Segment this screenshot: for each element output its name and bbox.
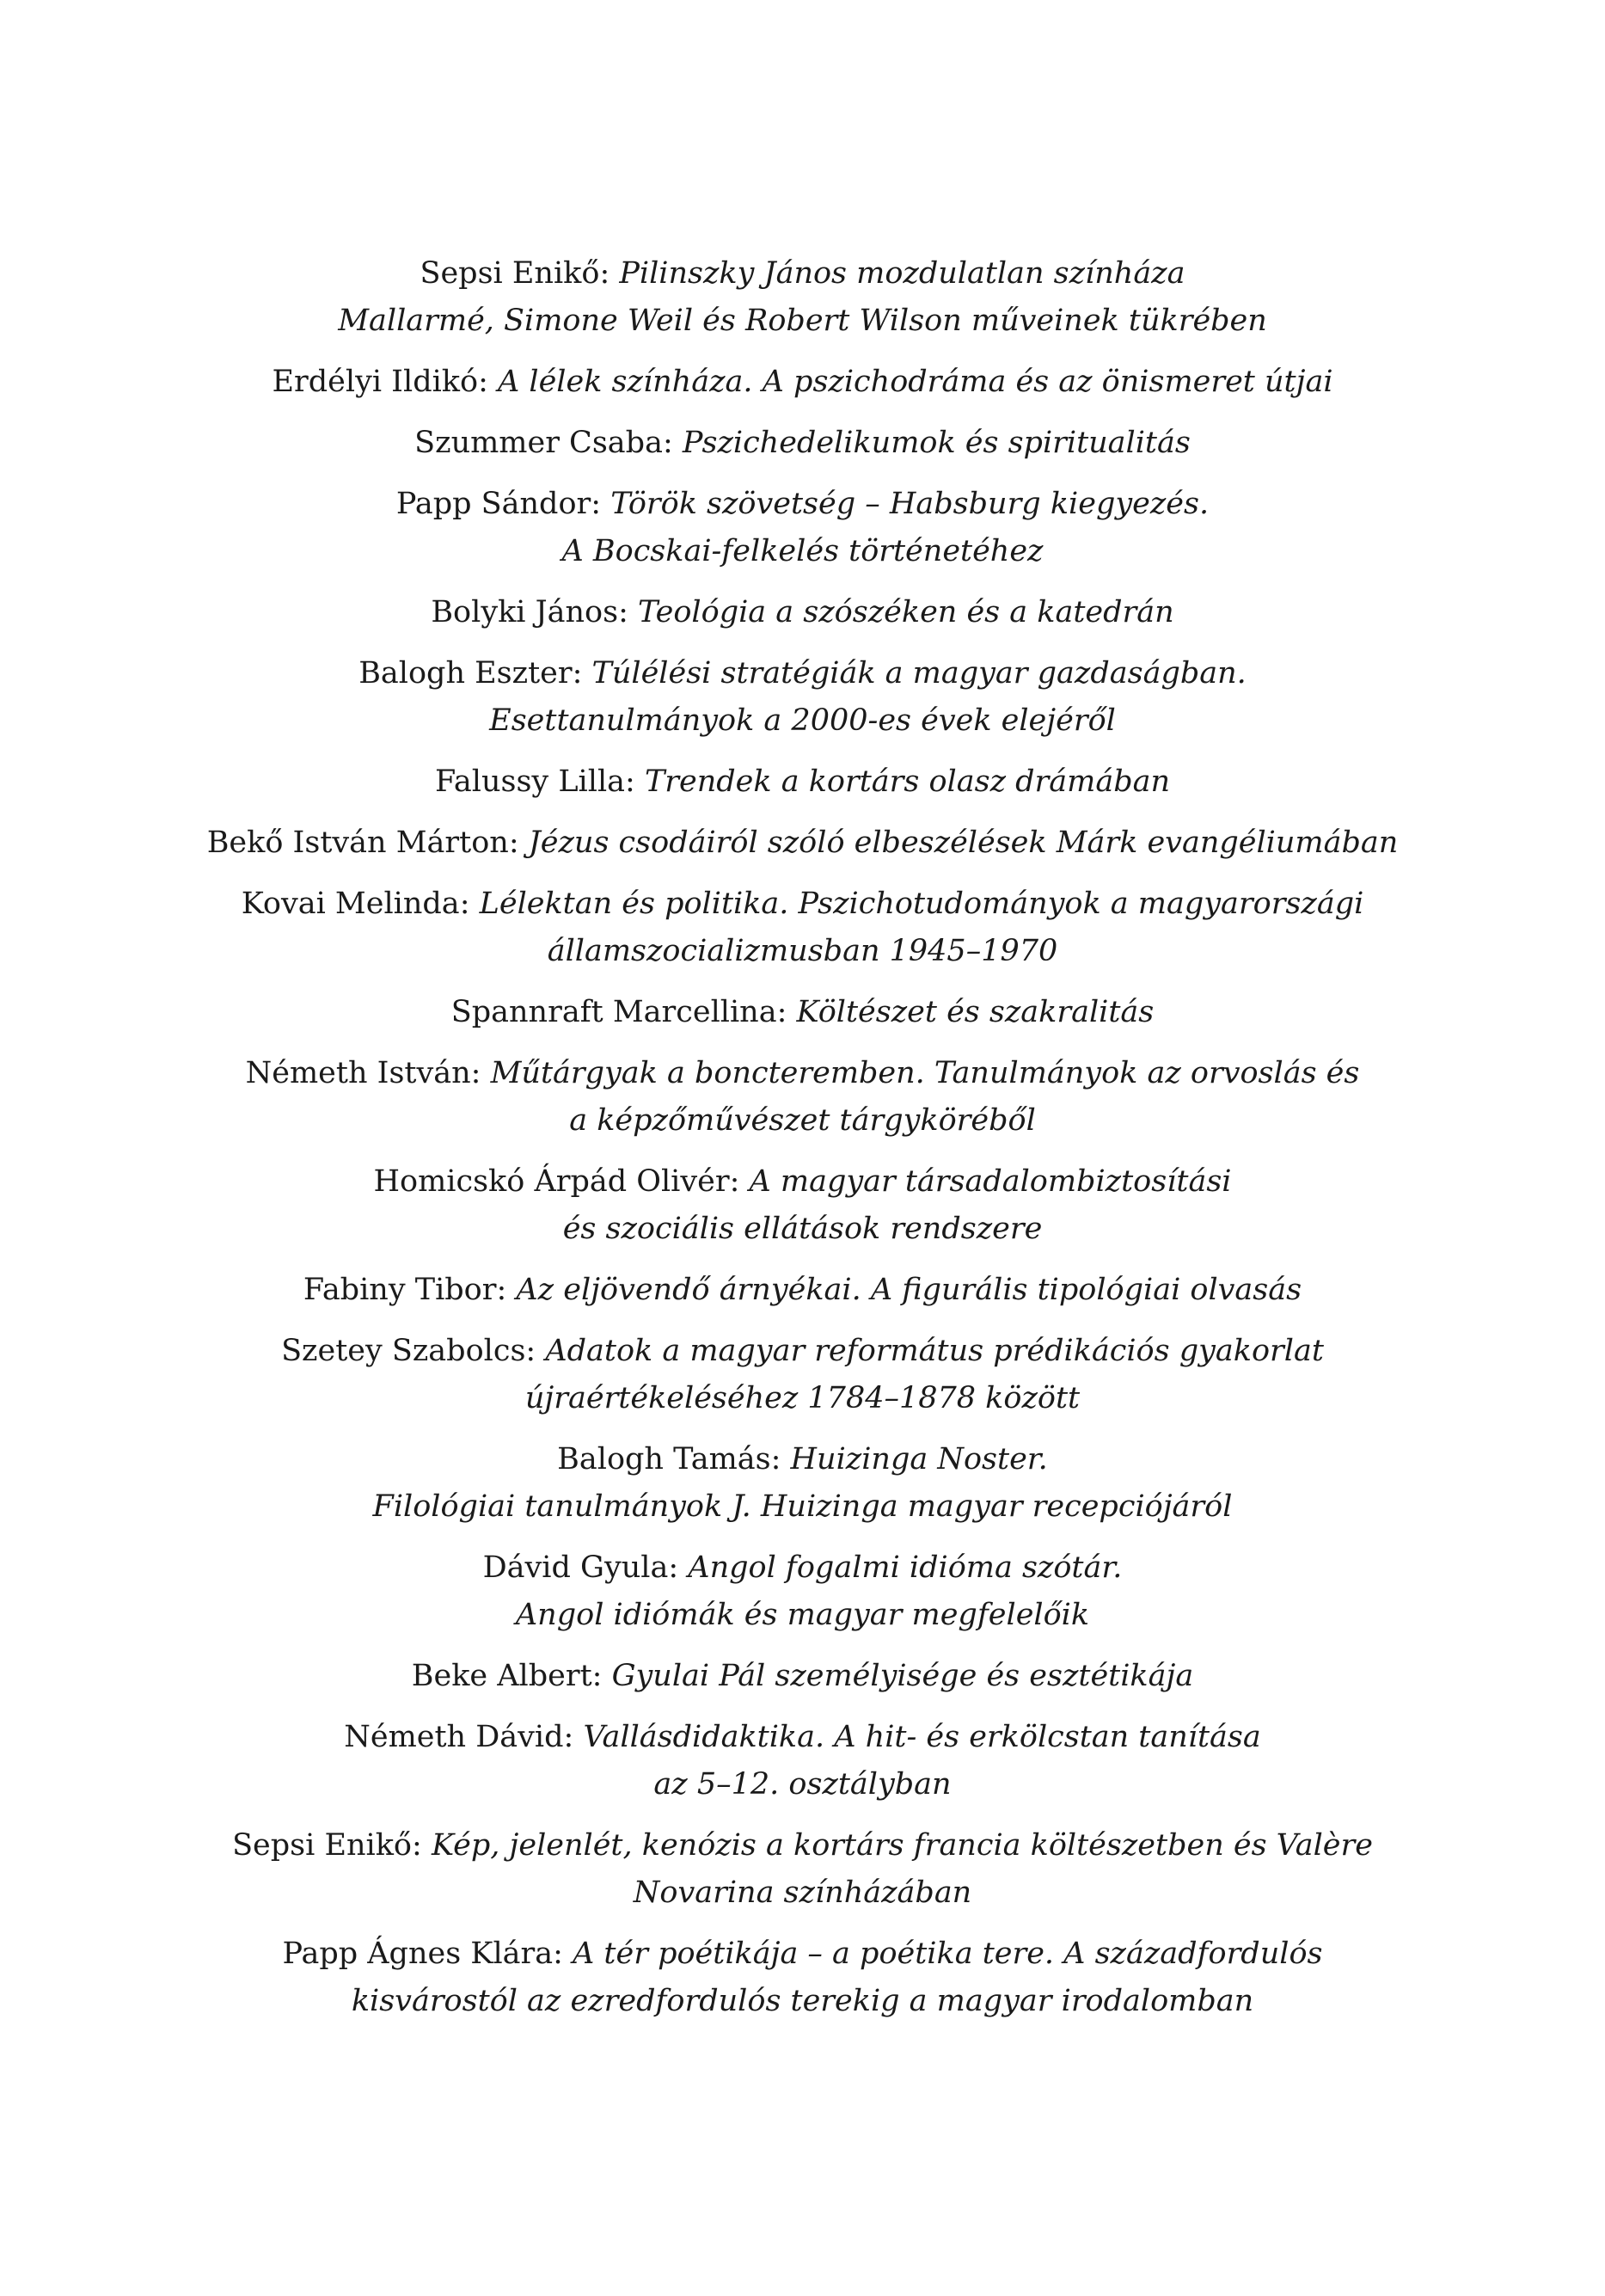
- author-separator: :: [591, 1659, 612, 1693]
- publication-entry: [0, 359, 1605, 406]
- entry-line: [0, 758, 1605, 806]
- publication-entry: [0, 1328, 1605, 1422]
- entry-line: [0, 1436, 1605, 1483]
- entry-line: [0, 1714, 1605, 1761]
- entry-line: [0, 1158, 1605, 1206]
- entry-line: [0, 820, 1605, 867]
- author-name: Szummer Csaba: [414, 426, 663, 460]
- entry-line: [0, 1822, 1605, 1869]
- author-name: Kovai Melinda: [241, 887, 460, 921]
- entry-line: [0, 481, 1605, 528]
- entry-line: [0, 1267, 1605, 1314]
- entry-line: [0, 1375, 1605, 1422]
- entry-line: [0, 881, 1605, 928]
- publication-entry: [0, 1931, 1605, 2025]
- publication-entry: [0, 881, 1605, 975]
- author-separator: :: [625, 764, 645, 799]
- entry-line: [0, 420, 1605, 467]
- publication-entry: [0, 1544, 1605, 1639]
- author-name: Dávid Gyula: [482, 1550, 669, 1585]
- book-title: a képzőművészet tárgyköréből: [569, 1103, 1036, 1138]
- book-title: A tér poétikája – a poétika tere. A századfordulós: [573, 1937, 1323, 1971]
- author-name: Homicskó Árpád Olivér: [373, 1164, 730, 1199]
- entry-line: [0, 1050, 1605, 1097]
- author-name: Spannraft Marcellina: [450, 995, 777, 1029]
- publication-entry: [0, 1822, 1605, 1917]
- book-title: és szociális ellátások rendszere: [562, 1212, 1043, 1246]
- publication-entry: [0, 1267, 1605, 1314]
- book-title: államszocializmusban 1945–1970: [547, 934, 1058, 968]
- author-separator: :: [618, 595, 639, 629]
- publication-entry: [0, 481, 1605, 575]
- book-title: Huizinga Noster.: [790, 1442, 1048, 1476]
- author-name: Falussy Lilla: [434, 764, 626, 799]
- author-separator: :: [563, 1720, 584, 1754]
- book-title: kisvárostól az ezredfordulós terekig a magyar irodalomban: [351, 1984, 1254, 2018]
- entry-line: [0, 1483, 1605, 1531]
- author-separator: :: [662, 426, 683, 460]
- book-title: az 5–12. osztályban: [653, 1767, 952, 1802]
- author-name: Szetey Szabolcs: [281, 1334, 526, 1368]
- entry-line: [0, 1978, 1605, 2025]
- book-title: Kép, jelenlét, kenózis a kortárs francia költészetben és Valère: [431, 1828, 1373, 1863]
- publication-entry: [0, 1436, 1605, 1531]
- entry-line: [0, 1761, 1605, 1808]
- author-name: Bolyki János: [431, 595, 619, 629]
- author-name: Erdélyi Ildikó: [272, 365, 479, 399]
- book-title: Költészet és szakralitás: [796, 995, 1155, 1029]
- author-name: Balogh Eszter: [358, 656, 573, 691]
- book-title: Filológiai tanulmányok J. Huizinga magyar recepciójáról: [372, 1489, 1233, 1524]
- book-title: Jézus csodáiról szóló elbeszélések Márk evangéliumában: [528, 826, 1399, 860]
- author-separator: :: [668, 1550, 689, 1585]
- author-separator: :: [572, 656, 592, 691]
- author-separator: :: [508, 826, 529, 860]
- publication-entry: [0, 989, 1605, 1036]
- book-title: Vallásdidaktika. A hit- és erkölcstan tanítása: [583, 1720, 1261, 1754]
- author-name: Papp Ágnes Klára: [282, 1937, 554, 1971]
- book-title: újraértékeléséhez 1784–1878 között: [524, 1381, 1081, 1415]
- entry-line: [0, 1931, 1605, 1978]
- book-title: Teológia a szószéken és a katedrán: [638, 595, 1174, 629]
- author-name: Sepsi Enikő: [232, 1828, 413, 1863]
- book-title: Angol idiómák és magyar megfelelőik: [515, 1598, 1090, 1632]
- author-separator: :: [770, 1442, 791, 1476]
- author-separator: :: [591, 487, 611, 521]
- author-separator: :: [459, 887, 480, 921]
- author-separator: :: [525, 1334, 546, 1368]
- author-name: Papp Sándor: [395, 487, 591, 521]
- book-title: Lélektan és politika. Pszichotudományok a magyarországi: [479, 887, 1364, 921]
- publication-entry: [0, 420, 1605, 467]
- book-title: Az eljövendő árnyékai. A figurális tipológiai olvasás: [516, 1273, 1302, 1307]
- entry-line: [0, 989, 1605, 1036]
- author-name: Balogh Tamás: [557, 1442, 771, 1476]
- entry-line: [0, 1206, 1605, 1253]
- author-separator: :: [729, 1164, 750, 1199]
- entry-line: [0, 1592, 1605, 1639]
- entry-line: [0, 1328, 1605, 1375]
- entry-line: [0, 928, 1605, 975]
- publication-entry: [0, 820, 1605, 867]
- entry-line: [0, 1869, 1605, 1917]
- author-name: Beke Albert: [411, 1659, 592, 1693]
- author-name: Fabiny Tibor: [303, 1273, 497, 1307]
- publication-entry: [0, 250, 1605, 345]
- author-separator: :: [776, 995, 797, 1029]
- entry-line: [0, 528, 1605, 575]
- entry-line: [0, 359, 1605, 406]
- book-title: Angol fogalmi idióma szótár.: [688, 1550, 1123, 1585]
- publication-entry: [0, 650, 1605, 745]
- author-separator: :: [553, 1937, 573, 1971]
- book-title: Trendek a kortárs olasz drámában: [644, 764, 1171, 799]
- book-title: Műtárgyak a boncteremben. Tanulmányok az orvoslás és: [490, 1056, 1360, 1090]
- entry-line: [0, 697, 1605, 745]
- entry-line: [0, 589, 1605, 636]
- author-name: Bekő István Márton: [206, 826, 509, 860]
- author-separator: :: [599, 256, 620, 291]
- book-title: A lélek színháza. A pszichodráma és az önismeret útjai: [498, 365, 1333, 399]
- entry-line: [0, 1097, 1605, 1145]
- publication-list: [0, 250, 1605, 2039]
- book-title: Mallarmé, Simone Weil és Robert Wilson műveinek tükrében: [338, 304, 1267, 338]
- author-separator: :: [470, 1056, 491, 1090]
- author-separator: :: [496, 1273, 517, 1307]
- publication-entry: [0, 1158, 1605, 1253]
- book-title: Túlélési stratégiák a magyar gazdaságban.: [591, 656, 1247, 691]
- publication-entry: [0, 1714, 1605, 1808]
- entry-line: [0, 250, 1605, 298]
- author-name: Németh Dávid: [344, 1720, 564, 1754]
- author-name: Németh István: [245, 1056, 471, 1090]
- author-name: Sepsi Enikő: [420, 256, 600, 291]
- book-title: Gyulai Pál személyisége és esztétikája: [611, 1659, 1194, 1693]
- book-title: A magyar társadalombiztosítási: [749, 1164, 1232, 1199]
- book-title: Novarina színházában: [633, 1875, 972, 1910]
- book-title: A Bocskai-felkelés történetéhez: [561, 534, 1044, 568]
- publication-entry: [0, 1050, 1605, 1145]
- book-title: Esettanulmányok a 2000-es évek elejéről: [489, 703, 1116, 738]
- publication-entry: [0, 1653, 1605, 1700]
- publication-entry: [0, 758, 1605, 806]
- entry-line: [0, 298, 1605, 345]
- entry-line: [0, 1653, 1605, 1700]
- book-title: Török szövetség – Habsburg kiegyezés.: [610, 487, 1210, 521]
- book-title: Pszichedelikumok és spiritualitás: [682, 426, 1191, 460]
- entry-line: [0, 650, 1605, 697]
- author-separator: :: [412, 1828, 432, 1863]
- entry-line: [0, 1544, 1605, 1592]
- book-title: Pilinszky János mozdulatlan színháza: [619, 256, 1185, 291]
- book-title: Adatok a magyar református prédikációs gyakorlat: [545, 1334, 1324, 1368]
- author-separator: :: [478, 365, 498, 399]
- publication-entry: [0, 589, 1605, 636]
